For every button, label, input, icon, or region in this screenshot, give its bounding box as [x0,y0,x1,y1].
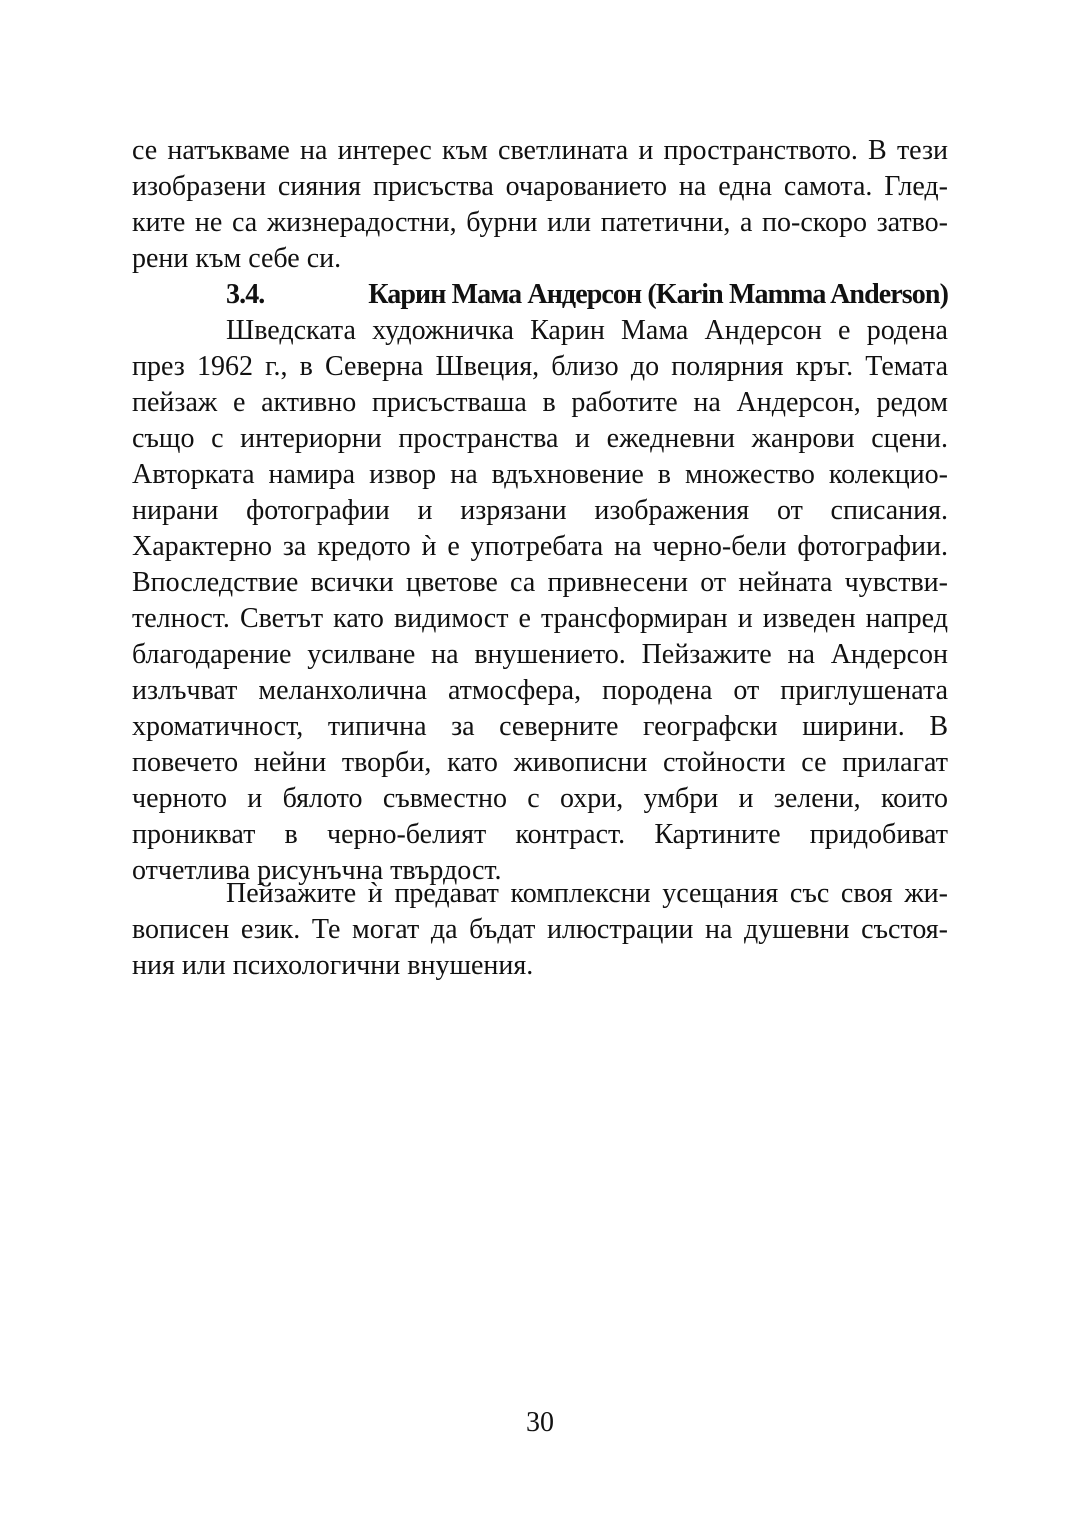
paragraph-line: черното и бялото съвместно с охри, умбри и зелени, които [132,783,948,814]
paragraph-line: хроматичност, типична за северните географски ширини. В [132,711,948,742]
intro-line: ките не са жизнерадостни, бурни или патетични, а по-скоро затво- [132,207,948,238]
paragraph-line: Впоследствие всички цветове са привнесени от нейната чувстви- [132,567,948,598]
paragraph-line: нирани фотографии и изрязани изображения от списания. [132,495,948,526]
paragraph-line: Шведската художничка Карин Мама Андерсон е родена [226,315,948,346]
body-paragraph-1 [132,313,948,889]
paragraph-line: вописен език. Те могат да бъдат илюстрации на душевни състоя- [132,914,948,945]
intro-paragraph [132,133,948,277]
body-paragraph-2 [132,876,948,984]
section-number: 3.4. [226,279,265,310]
paragraph-line: излъчват меланхолична атмосфера, породена от приглушената [132,675,948,706]
paragraph-line: Пейзажите ѝ предават комплексни усещания със своя жи- [226,878,948,909]
paragraph-line: проникват в черно-белият контраст. Картините придобиват [132,819,948,850]
intro-line: изобразени сияния присъства очарованието на една самота. Глед- [132,171,948,202]
paragraph-line: повечето нейни творби, като живописни стойности се прилагат [132,747,948,778]
section-title: Карин Мама Андерсон (Karin Mamma Anderson) [368,279,948,310]
paragraph-line: също с интериорни пространства и ежедневни жанрови сцени. [132,423,948,454]
intro-line: рени към себе си. [132,243,342,274]
paragraph-line: Характерно за кредото ѝ е употребата на черно-бели фотографии. [132,531,948,562]
paragraph-line: отчетлива рисунъчна твърдост. [132,855,502,886]
paragraph-line: през 1962 г., в Северна Швеция, близо до полярния кръг. Темата [132,351,948,382]
paragraph-line: ния или психологични внушения. [132,950,534,981]
intro-line: се натъкваме на интерес към светлината и пространството. В тези [132,135,948,166]
paragraph-line: телност. Светът като видимост е трансформиран и изведен напред [132,603,948,634]
paragraph-line: пейзаж е активно присъстваша в работите на Андерсон, редом [132,387,948,418]
paragraph-line: благодарение усилване на внушението. Пейзажите на Андерсон [132,639,948,670]
page-number: 30 [526,1407,554,1438]
paragraph-line: Авторката намира извор на вдъхновение в множество колекцио- [132,459,948,490]
